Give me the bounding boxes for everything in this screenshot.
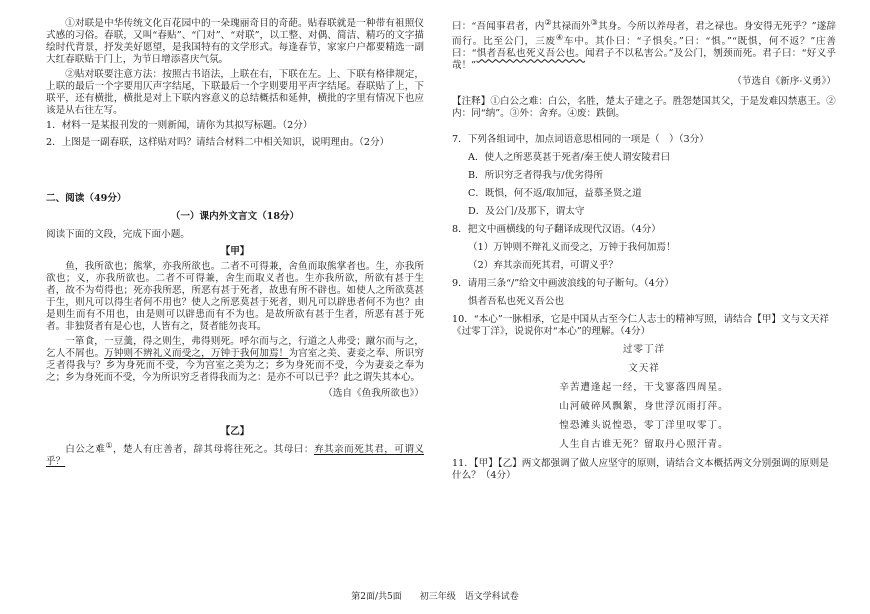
passage-yi-source: （节选自《新序·义勇》）: [732, 76, 836, 88]
question-7: 7．下列各组词中，加点词语意思相同的一项是（ ）（3分）: [452, 134, 709, 146]
underlined-sentence: 弃其亲而死其君，可谓义乎？: [46, 443, 424, 467]
footnote-marker: ①: [105, 440, 113, 450]
passage-yi-text: 闻君子不以私害公。”及公门，刎颈而死。君子曰：“好义乎哉！”: [452, 48, 837, 72]
passage-jia-paragraph-1: 鱼，我所欲也；熊掌，亦我所欲也。二者不可得兼，舍鱼而取熊掌者也。生，亦我所欲也；义，亦我所欲也。二者不可得兼，舍生而取义者也。生亦我所欲，所欲有甚于生者，故不为苟得也；死亦我所恶，所恶有甚于死者，故患有所不辟也。如使人之所欲莫甚于生，则凡可以得生者何不用也？使人之所恶莫甚于死者，则凡可以辟患者何不为也？由是则生而有不用也，由是则可以辟患而有不为也。是故所欲有甚于生者，所恶有甚于死者。非独贤者有是心也，人皆有之，贤者能勿丧耳。: [46, 260, 424, 332]
question-10: 10．“本心”一脉相承，它是中国从古至今仁人志士的精神写照，请结合【甲】文与文天祥《过零丁洋》，说说你对“本心”的理解。（4分）: [452, 314, 829, 338]
question-9: 9．请用三条“/”给文中画波浪线的句子断句。（4分）: [452, 278, 674, 290]
passage-yi-text: 车中。其仆曰：“子惧矣。”曰：“惧。”“既惧，何不返？”庄善曰：“: [452, 36, 837, 60]
subsection-title: （一）课内外文言文（18分）: [170, 210, 300, 222]
passage-yi-text: 曰：“吾闻事君者，内: [452, 21, 545, 33]
passage-yi-text: 其禄而外: [551, 21, 591, 33]
passage-yi-paragraph-1: [46, 441, 424, 468]
passage-label-yi: 【乙】: [220, 425, 250, 437]
material-paragraph-1: ①对联是中华传统文化百花园中的一朵瑰丽奇目的奇葩。贴春联就是一种带有祖照仪式感的习俗。春联，又叫“春贴”、“门对”、“对联”，以工整、对偶、简洁、精巧的文字描绘时代背景，抒发美好愿望，是我国特有的文学形式。每逢春节，家家户户都要精选一副大红春联贴于门上，为节日增添喜庆气氛。: [46, 18, 424, 65]
annotation-notes: 【注释】①白公之难：白公，名胜，楚太子建之子。胜怨楚国其父，于是发难囚禁惠王。②内：同“纳”。③外：舍弃。④废：跌倒。: [452, 96, 836, 120]
question-8-part-2: （2）弃其亲而死其君，可谓义乎？: [468, 260, 619, 272]
passage-yi-text-a: 白公之难: [65, 443, 106, 455]
question-11: 11．【甲】【乙】两文都强调了做人应坚守的原则，请结合文本概括两文分别强调的原则是什么？（4分）: [452, 457, 829, 481]
option-d: D．及公门/及那下，谓太守: [468, 206, 585, 218]
reading-instruction: 阅读下面的文段，完成下面小题。: [46, 228, 190, 240]
option-c: C．既惧，何不返/取加冠，益慕圣贤之道: [468, 188, 642, 200]
question-8-part-1: （1）万钟则不辩礼义而受之，万钟于我何加焉！: [468, 242, 676, 254]
footnote-marker: ③: [590, 18, 598, 27]
poem-author: 文天祥: [628, 363, 660, 375]
question-2: 2．上图是一副春联，这样贴对吗？请结合材料二中相关知识，说明理由。（2分）: [46, 136, 390, 148]
passage-yi-text-b: ，楚人有庄善者，辞其母将往死之。其母曰：: [113, 443, 314, 455]
passage-jia-paragraph-2: [46, 336, 424, 384]
poem-line: 人生自古谁无死？留取丹心照汗青。: [559, 439, 729, 450]
question-1: 1．材料一是某报刊发的一则新闻，请你为其拟写标题。（2分）: [46, 119, 313, 131]
passage-jia-text-b: 为宫室之美、妻妾之奉、所识穷乏者得我与？乡为身死而不受，今为宫室之美为之；乡为身死而不受，今为妻妾之奉为之；乡为身死而不受，今为所识穷乏者得我而为之：是亦不可以已乎？此之谓失其本心。: [46, 347, 425, 383]
question-8: 8．把文中画横线的句子翻译成现代汉语。（4分）: [452, 224, 661, 236]
poem-line: 惶恐滩头说惶恐，零丁洋里叹零丁。: [559, 420, 729, 432]
underlined-sentence: 万钟则不辨礼义而受之，万钟于我何加焉！: [104, 347, 289, 359]
passage-label-jia: 【甲】: [220, 245, 250, 257]
option-b: B．所识穷乏者得我与/优劣得所: [468, 170, 604, 182]
footnote-marker: ②: [544, 18, 552, 27]
option-a: A．使人之所恶莫甚于死者/秦王使人谓安陵君曰: [468, 152, 671, 164]
wavy-underlined-sentence: 惧者吾私也死义吾公也。: [476, 48, 585, 60]
passage-jia-source: （选自《鱼我所欲也》）: [323, 387, 424, 399]
right-column: [452, 18, 836, 488]
material-paragraph-2: ②贴对联要注意方法：按照古书语法，上联在右，下联在左。上、下联有格律规定，上联的最后一个字要用仄声字结尾，下联最后一个字则要用平声字结尾。春联贴了上，下联平，还有横批，横批是对上下联内容意义的总结概括和延伸，横批的字里有情况下也应该是从右往左写。: [46, 68, 424, 116]
section-title-reading: 二、阅读（49分）: [46, 192, 127, 204]
question-9-sentence: 惧者吾私也死义吾公也: [468, 296, 564, 308]
footnote-marker: ④: [555, 33, 564, 43]
page-footer: 第2面/共5面 初三年级 语文学科试卷: [351, 592, 519, 602]
left-column: [46, 18, 424, 471]
passage-yi-paragraph-2: [452, 18, 836, 72]
passage-yi-text: 其身。今所以养母者，君之禄也。身安得无死乎？”遂辞而行。比至公门，三废: [452, 21, 837, 48]
poem-line: 山河破碎风飘絮，身世浮沉雨打萍。: [559, 401, 729, 413]
poem-title: 过零丁洋: [622, 344, 666, 356]
poem-line: 辛苦遭逢起一经，干戈寥落四周星。: [559, 382, 729, 394]
passage-jia-text-a: 一箪食，一豆羹，得之则生，弗得则死。呼尔而与之，行道之人弗受；蹴尔而与之，乞人不屑也。: [46, 335, 424, 359]
